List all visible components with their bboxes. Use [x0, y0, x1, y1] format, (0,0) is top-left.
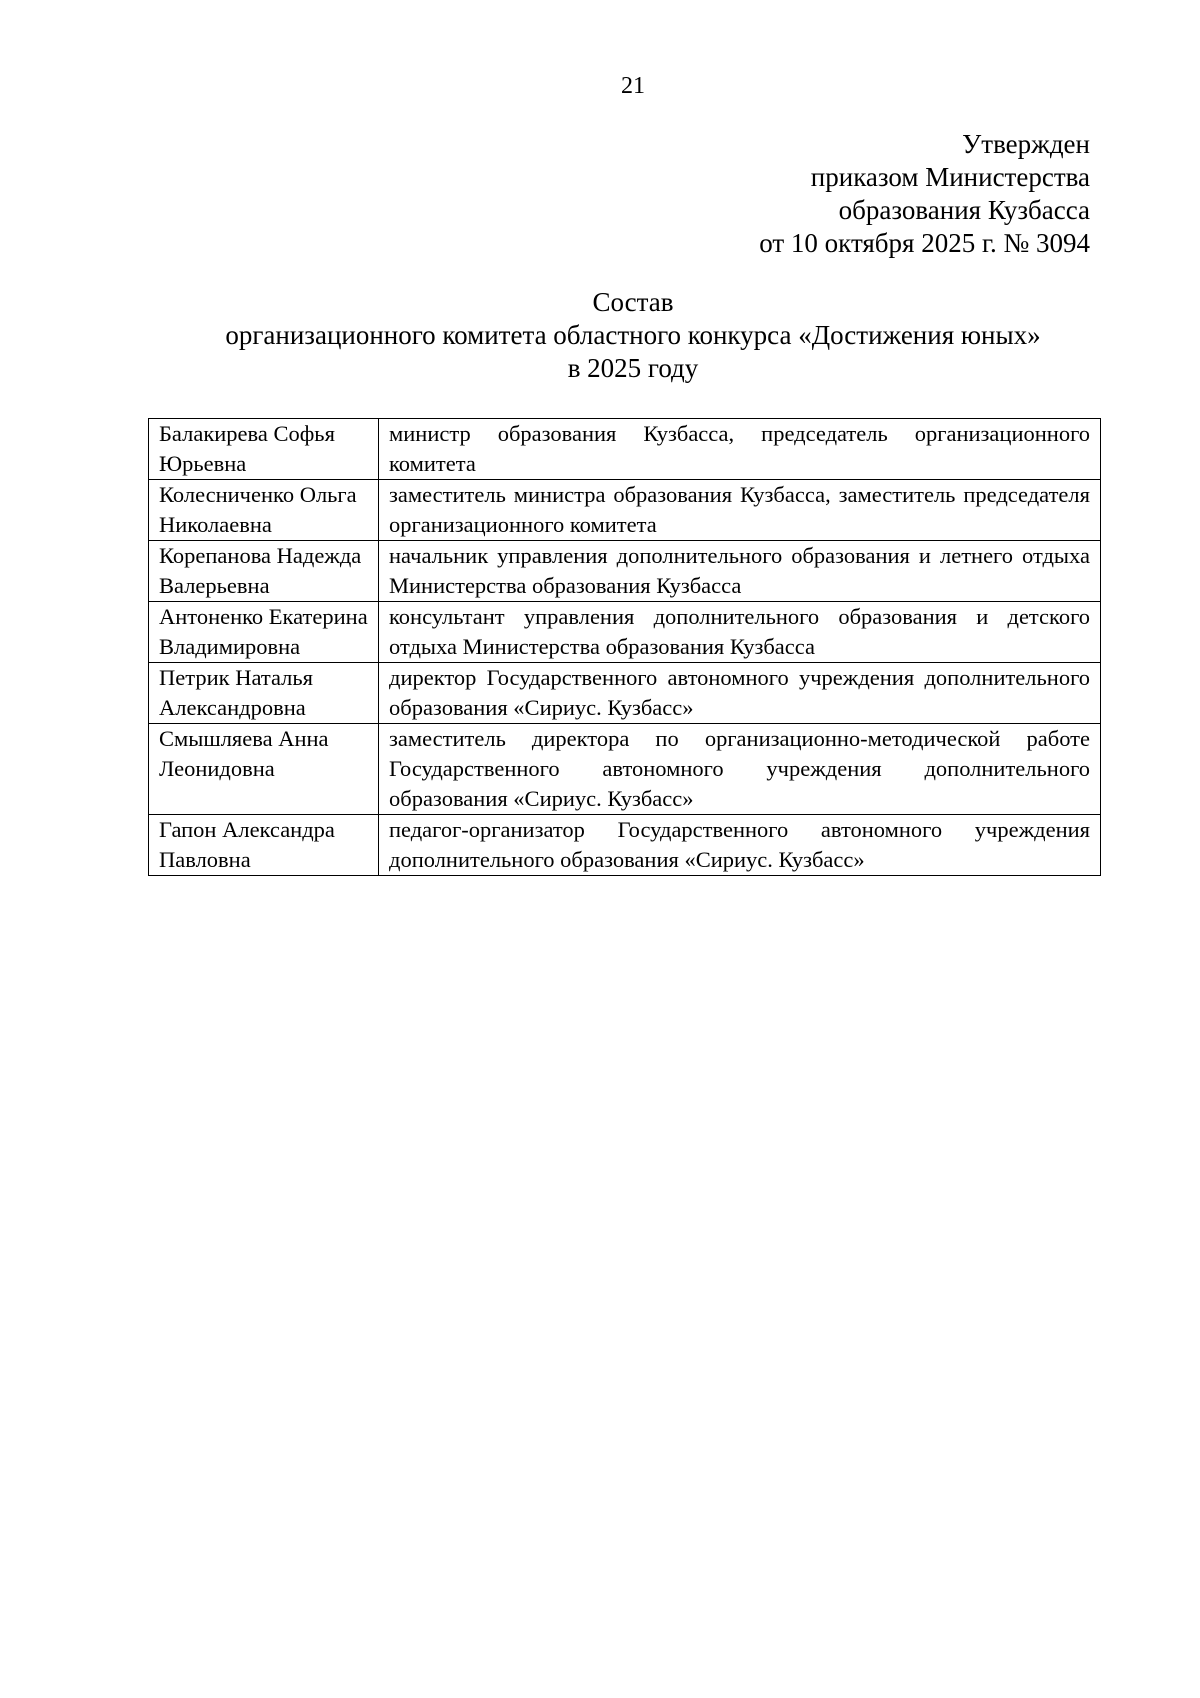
- approval-line: Утвержден: [962, 129, 1090, 159]
- member-role: министр образования Кузбасса, председатель организационного комитета: [379, 419, 1101, 480]
- member-role: начальник управления дополнительного образования и летнего отдыха Министерства образования Кузбасса: [379, 541, 1101, 602]
- member-role: директор Государственного автономного учреждения дополнительного образования «Сириус. Кузбасс»: [379, 663, 1101, 724]
- table-row: [149, 541, 1101, 602]
- members-table: [148, 418, 1101, 876]
- member-role: педагог-организатор Государственного автономного учреждения дополнительного образования «Сириус. Кузбасс»: [379, 815, 1101, 876]
- document-title: [0, 286, 1200, 385]
- approval-stamp: [530, 128, 1090, 260]
- table-row: [149, 815, 1101, 876]
- approval-line: образования Кузбасса: [838, 195, 1090, 225]
- table-row: [149, 480, 1101, 541]
- member-role: консультант управления дополнительного образования и детского отдыха Министерства образования Кузбасса: [379, 602, 1101, 663]
- title-line: организационного комитета областного конкурса «Достижения юных»: [225, 320, 1041, 350]
- table-row: [149, 419, 1101, 480]
- page-number: 21: [621, 73, 645, 99]
- member-name: Смышляева Анна Леонидовна: [149, 724, 379, 815]
- table-row: [149, 663, 1101, 724]
- approval-line: приказом Министерства: [810, 162, 1090, 192]
- member-name: Антоненко Екатерина Владимировна: [149, 602, 379, 663]
- title-line: Состав: [592, 287, 674, 317]
- title-line: в 2025 году: [567, 353, 699, 383]
- member-role: заместитель министра образования Кузбасса, заместитель председателя организационного комитета: [379, 480, 1101, 541]
- table-row: [149, 724, 1101, 815]
- member-name: Колесниченко Ольга Николаевна: [149, 480, 379, 541]
- member-name: Корепанова Надежда Валерьевна: [149, 541, 379, 602]
- member-role: заместитель директора по организационно-методической работе Государственного автономного учреждения дополнительного образования «Сириус. Кузбасс»: [379, 724, 1101, 815]
- member-name: Петрик Наталья Александровна: [149, 663, 379, 724]
- table-row: [149, 602, 1101, 663]
- approval-line: от 10 октября 2025 г. № 3094: [759, 228, 1090, 258]
- member-name: Балакирева Софья Юрьевна: [149, 419, 379, 480]
- member-name: Гапон Александра Павловна: [149, 815, 379, 876]
